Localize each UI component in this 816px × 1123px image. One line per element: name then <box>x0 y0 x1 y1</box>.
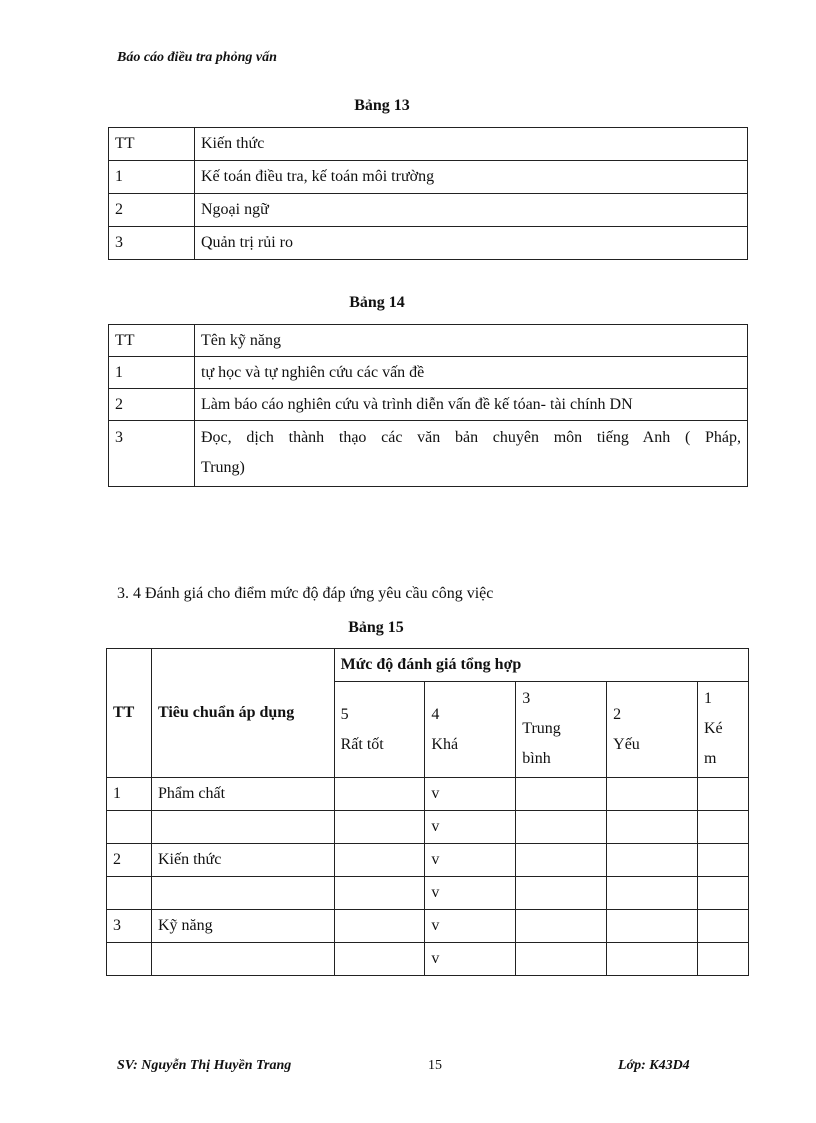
level-label: m <box>703 750 717 767</box>
table-cell <box>697 778 748 811</box>
table-row <box>107 811 749 844</box>
table-cell: 2 <box>109 194 195 227</box>
table-cell <box>607 844 698 877</box>
table-cell <box>195 421 748 487</box>
table-cell <box>516 943 607 976</box>
table-cell: Làm báo cáo nghiên cứu và trình diễn vấn đề kế tóan- tài chính DN <box>195 389 748 421</box>
level-label: bình <box>522 750 551 767</box>
table-row <box>107 943 749 976</box>
level-header-4 <box>425 682 516 778</box>
table-cell: Kế toán điều tra, kế toán môi trường <box>195 161 748 194</box>
column-group-header: Mức độ đánh giá tổng hợp <box>334 649 748 682</box>
table-cell: Quản trị rủi ro <box>195 227 748 260</box>
level-label: Khá <box>431 735 459 753</box>
table-15 <box>106 648 749 976</box>
table-cell <box>334 943 425 976</box>
table-cell: 1 <box>109 161 195 194</box>
table-row <box>107 778 749 811</box>
table-13-caption: Bảng 13 <box>354 97 410 114</box>
table-cell: v <box>425 910 516 943</box>
table-cell: Kiến thức <box>195 128 748 161</box>
level-number: 4 <box>431 705 440 723</box>
table-row <box>107 877 749 910</box>
level-label: Ké <box>703 720 723 737</box>
level-header-2 <box>607 682 698 778</box>
table-cell <box>607 877 698 910</box>
footer-page-number: 15 <box>428 1058 442 1073</box>
table-cell <box>697 844 748 877</box>
table-cell: v <box>425 943 516 976</box>
table-14 <box>108 324 748 487</box>
table-row <box>109 357 748 389</box>
table-14-caption: Bảng 14 <box>349 294 405 311</box>
table-cell: 3 <box>107 910 152 943</box>
table-cell: v <box>425 778 516 811</box>
table-cell: 2 <box>107 844 152 877</box>
table-cell <box>334 877 425 910</box>
table-cell <box>516 910 607 943</box>
table-cell <box>516 877 607 910</box>
table-row <box>109 421 748 487</box>
table-cell: 2 <box>109 389 195 421</box>
table-cell: TT <box>109 325 195 357</box>
level-header-1 <box>697 682 748 778</box>
table-cell: Ngoại ngữ <box>195 194 748 227</box>
table-cell <box>607 910 698 943</box>
table-cell: 1 <box>107 778 152 811</box>
table-cell: v <box>425 844 516 877</box>
footer-student-name: SV: Nguyễn Thị Huyền Trang <box>117 1058 292 1073</box>
table-cell <box>697 877 748 910</box>
table-13 <box>108 127 748 260</box>
table-cell: TT <box>109 128 195 161</box>
table-cell <box>516 844 607 877</box>
table-row <box>107 910 749 943</box>
table-cell: 3 <box>109 421 195 487</box>
cell-text-line: Đọc, dịch thành thạo các văn bản chuyên môn tiếng Anh ( Pháp, <box>201 429 741 446</box>
table-cell: Kiến thức <box>151 844 334 877</box>
level-number: 3 <box>522 690 531 707</box>
table-cell <box>151 811 334 844</box>
footer-class: Lớp: K43D4 <box>618 1058 690 1073</box>
table-cell <box>334 910 425 943</box>
table-header-row <box>107 649 749 682</box>
table-row <box>109 194 748 227</box>
table-row <box>109 325 748 357</box>
document-header-title: Báo cáo điều tra phỏng vấn <box>117 50 277 65</box>
table-cell: v <box>425 811 516 844</box>
table-15-caption: Bảng 15 <box>348 619 404 636</box>
level-number: 5 <box>340 705 349 723</box>
level-label: Yếu <box>613 735 640 753</box>
column-header-standard: Tiêu chuẩn áp dụng <box>151 649 334 778</box>
table-cell <box>516 811 607 844</box>
table-cell <box>107 877 152 910</box>
table-cell <box>151 877 334 910</box>
level-header-3 <box>516 682 607 778</box>
table-cell <box>334 778 425 811</box>
table-row <box>109 389 748 421</box>
table-cell <box>697 910 748 943</box>
table-cell: 1 <box>109 357 195 389</box>
table-cell <box>516 778 607 811</box>
table-cell <box>607 811 698 844</box>
table-cell <box>107 811 152 844</box>
table-cell: tự học và tự nghiên cứu các vấn đề <box>195 357 748 389</box>
cell-text-line: Trung) <box>201 459 245 476</box>
table-row <box>109 227 748 260</box>
table-cell: Tên kỹ năng <box>195 325 748 357</box>
level-number: 1 <box>703 690 712 707</box>
level-header-5 <box>334 682 425 778</box>
table-row <box>109 161 748 194</box>
table-cell <box>697 943 748 976</box>
table-cell <box>151 943 334 976</box>
table-cell: Kỹ năng <box>151 910 334 943</box>
table-cell <box>334 844 425 877</box>
column-header-tt: TT <box>107 649 152 778</box>
table-cell <box>107 943 152 976</box>
table-row <box>107 844 749 877</box>
section-heading: 3. 4 Đánh giá cho điểm mức độ đáp ứng yêu cầu công việc <box>117 585 494 602</box>
table-cell <box>607 778 698 811</box>
table-cell: v <box>425 877 516 910</box>
level-label: Trung <box>522 720 561 737</box>
level-number: 2 <box>613 705 622 723</box>
table-cell <box>607 943 698 976</box>
table-cell: Phẩm chất <box>151 778 334 811</box>
level-label: Rất tốt <box>340 735 384 753</box>
table-row <box>109 128 748 161</box>
table-cell: 3 <box>109 227 195 260</box>
table-cell <box>697 811 748 844</box>
table-cell <box>334 811 425 844</box>
